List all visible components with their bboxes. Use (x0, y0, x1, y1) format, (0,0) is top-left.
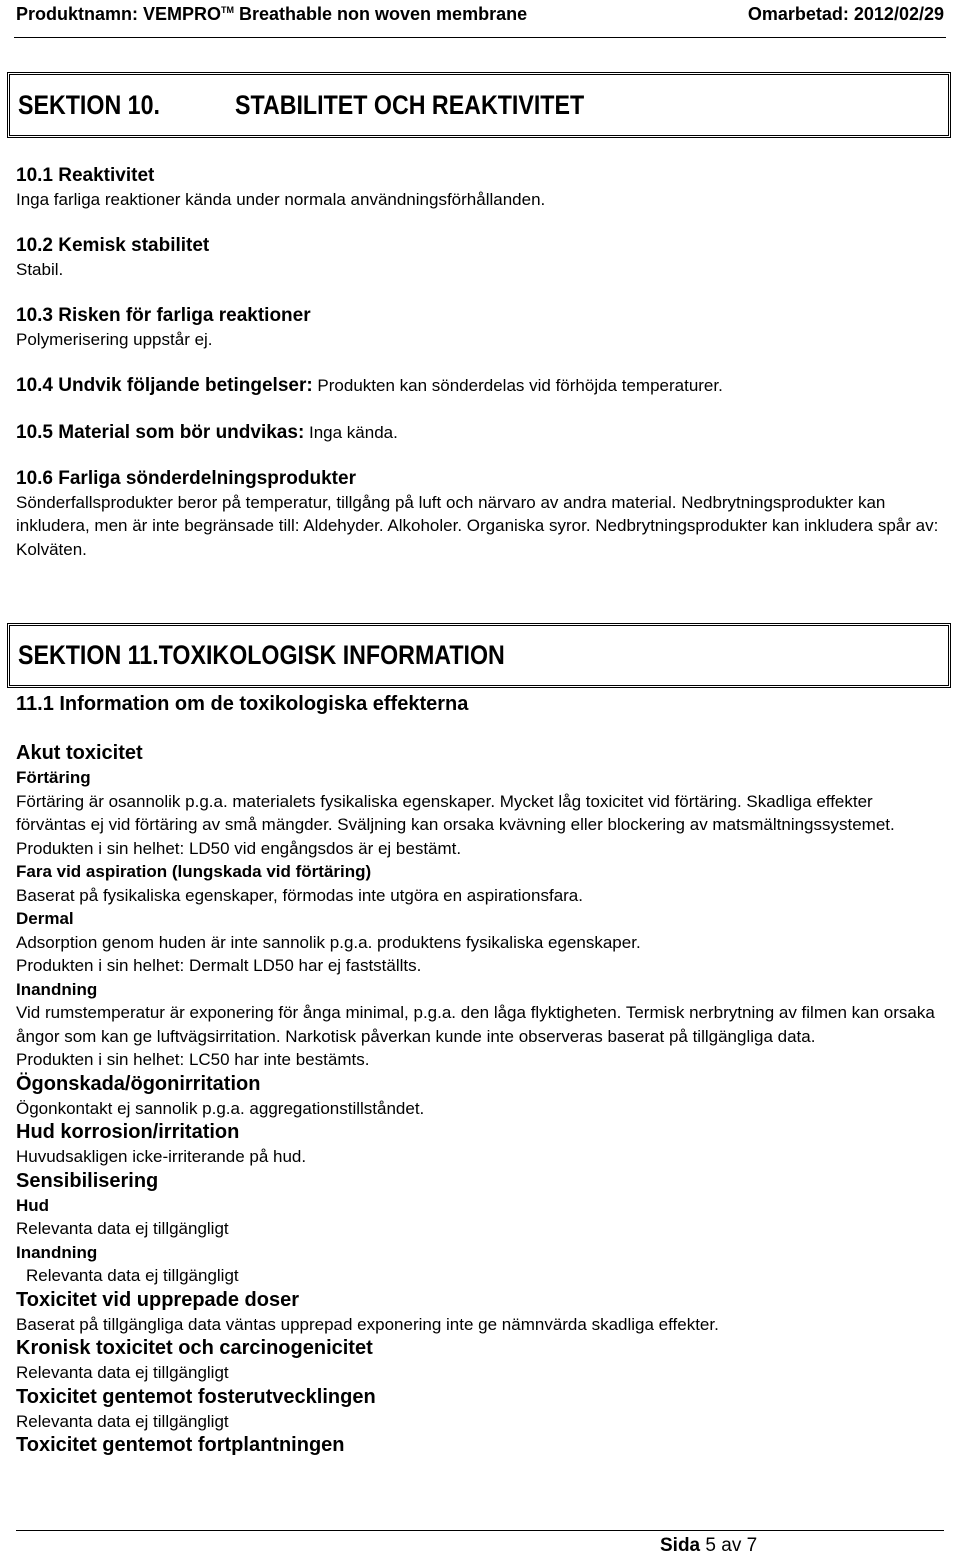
repeated-dose-title: Toxicitet vid upprepade doser (16, 1288, 300, 1311)
repeated-dose-text: Baserat på tillgängliga data väntas upprepad exponering inte ge nämnvärda skadliga effekter. (16, 1314, 719, 1334)
section-11-title: SEKTION 11.TOXIKOLOGISK INFORMATION (18, 640, 505, 670)
inhalation-label: Inandning (16, 979, 98, 999)
page-number: 5 av 7 (700, 1535, 758, 1556)
subsection-10-5-title: 10.5 Material som bör undvikas: (16, 421, 305, 443)
subsection-11-1-title: 11.1 Information om de toxikologiska effekterna (16, 693, 469, 715)
eye-damage-title: Ögonskada/ögonirritation (16, 1072, 261, 1095)
subsection-10-1-title: 10.1 Reaktivitet (16, 165, 155, 186)
product-suffix: Breathable non woven membrane (234, 4, 528, 24)
page-header (16, 4, 944, 26)
inhalation-text: Vid rumstemperatur är exponering för ånga minimal, p.g.a. den låga flyktigheten. Termisk nerbrytning av filmen kan orsaka ångor som kan ge luftvägsirritation. Narkotisk påverkan kunde inte observeras baserat på tillgängliga data. (16, 1003, 935, 1046)
developmental-toxicity-title: Toxicitet gentemot fosterutvecklingen (16, 1385, 376, 1408)
subsection-10-6-text: Sönderfallsprodukter beror på temperatur, tillgång på luft och närvaro av andra material. Nedbrytningsprodukter kan inkludera, men är inte begränsade till: Aldehyder. Alkoholer. Organiska syror. Nedbrytningsprodukter kan inkludera spår av: Kolväten. (16, 492, 939, 559)
subsection-10-5-text: Inga kända. (304, 422, 398, 442)
subsection-10-4 (16, 374, 942, 398)
ingestion-ld50: Produkten i sin helhet: LD50 vid engångsdos är ej bestämt. (16, 838, 462, 858)
sensitisation-title: Sensibilisering (16, 1169, 159, 1192)
trademark-mark: TM (221, 5, 235, 15)
section-11-body (16, 692, 942, 1458)
inhalation-lc50: Produkten i sin helhet: LC50 har inte bestämts. (16, 1050, 370, 1069)
section-10-title: STABILITET OCH REAKTIVITET (235, 90, 585, 120)
header-divider (14, 37, 946, 38)
sensitisation-skin-text: Relevanta data ej tillgängligt (16, 1219, 229, 1238)
chronic-toxicity-title: Kronisk toxicitet och carcinogenicitet (16, 1337, 373, 1359)
ingestion-text: Förtäring är osannolik p.g.a. materialets fysikaliska egenskaper. Mycket låg toxicitet vid förtäring. Skadliga effekter förväntas ej vid förtäring av små mängder. Sväljning kan orsaka kvävning eller blockering av matsmältningssystemet. (16, 791, 895, 834)
section-10-body (16, 164, 942, 561)
acute-toxicity-title: Akut toxicitet (16, 742, 143, 764)
subsection-10-4-text: Produkten kan sönderdelas vid förhöjda temperaturer. (312, 376, 723, 395)
skin-corrosion-text: Huvudsakligen icke-irriterande på hud. (16, 1147, 307, 1166)
chronic-toxicity-text: Relevanta data ej tillgängligt (16, 1363, 229, 1382)
subsection-10-2-title: 10.2 Kemisk stabilitet (16, 235, 210, 256)
section-10-number: SEKTION 10. (18, 90, 160, 120)
dermal-ld50: Produkten i sin helhet: Dermalt LD50 har ej fastställts. (16, 956, 422, 975)
developmental-toxicity-text: Relevanta data ej tillgängligt (16, 1411, 229, 1431)
footer-divider (16, 1530, 944, 1531)
sensitisation-skin-label: Hud (16, 1195, 50, 1215)
aspiration-text: Baserat på fysikaliska egenskaper, förmodas inte utgöra en aspirationsfara. (16, 885, 583, 905)
subsection-10-6-title: 10.6 Farliga sönderdelningsprodukter (16, 468, 356, 489)
subsection-10-4-title: 10.4 Undvik följande betingelser: (16, 375, 313, 396)
subsection-10-1-text: Inga farliga reaktioner kända under normala användningsförhållanden. (16, 189, 546, 209)
section-11-heading-box (7, 623, 951, 688)
page-label: Sida (660, 1535, 701, 1556)
subsection-10-2-text: Stabil. (16, 259, 64, 279)
product-label: Produktnamn: VEMPRO (16, 4, 222, 24)
eye-damage-text: Ögonkontakt ej sannolik p.g.a. aggregationstillståndet. (16, 1098, 425, 1118)
revision-date: Omarbetad: 2012/02/29 (747, 4, 944, 24)
sensitisation-inhalation-text: Relevanta data ej tillgängligt (26, 1266, 239, 1285)
section-10-heading-box (7, 72, 951, 138)
sensitisation-inhalation-label: Inandning (16, 1242, 98, 1262)
dermal-text: Adsorption genom huden är inte sannolik p.g.a. produktens fysikaliska egenskaper. (16, 932, 641, 952)
skin-corrosion-title: Hud korrosion/irritation (16, 1121, 240, 1143)
subsection-10-5 (16, 421, 942, 445)
dermal-label: Dermal (16, 909, 74, 928)
reproductive-toxicity-title: Toxicitet gentemot fortplantningen (16, 1434, 345, 1456)
subsection-10-3-title: 10.3 Risken för farliga reaktioner (16, 305, 311, 326)
ingestion-label: Förtäring (16, 768, 91, 787)
subsection-10-3-text: Polymerisering uppstår ej. (16, 329, 213, 349)
product-name (16, 4, 527, 25)
aspiration-label: Fara vid aspiration (lungskada vid förtäring) (16, 862, 372, 881)
